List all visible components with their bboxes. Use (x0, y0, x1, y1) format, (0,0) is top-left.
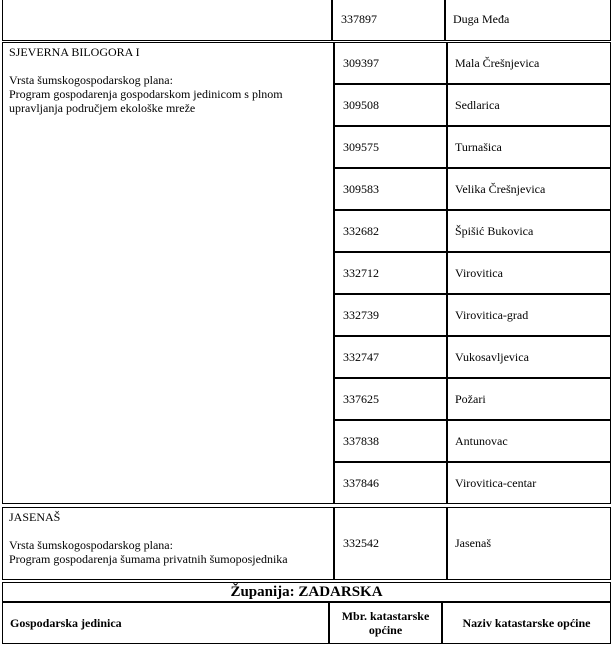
plan-type-label: Vrsta šumskogospodarskog plana: (9, 538, 173, 552)
cadastral-name: Duga Međa (445, 0, 611, 41)
table-block-jasenas (2, 507, 611, 580)
cadastral-number: 309397 (334, 42, 447, 84)
plan-type-value: Program gospodarenja gospodarskom jedinicom s plnom upravljanja područjem ekološke mreže (9, 87, 283, 115)
plan-type-value: Program gospodarenja šumama privatnih šumoposjednika (9, 552, 288, 566)
cadastral-name: Mala Črešnjevica (447, 42, 611, 84)
table-block-top (2, 0, 611, 41)
cadastral-number: 337838 (334, 420, 447, 462)
table-row (2, 42, 611, 84)
cadastral-number: 332542 (334, 507, 447, 580)
cadastral-name: Vukosavljevica (447, 336, 611, 378)
county-header-table (2, 582, 611, 644)
table-row (2, 0, 611, 41)
cadastral-name: Antunovac (447, 420, 611, 462)
cadastral-number: 337625 (334, 378, 447, 420)
unit-cell (2, 42, 334, 504)
column-header-row (2, 602, 611, 644)
cadastral-number: 309583 (334, 168, 447, 210)
cadastral-number: 337897 (332, 0, 445, 41)
cadastral-number: 337846 (334, 462, 447, 504)
unit-name: SJEVERNA BILOGORA I (9, 45, 140, 59)
column-header-unit: Gospodarska jedinica (2, 602, 329, 644)
column-header-number: Mbr. katastarske općine (329, 602, 442, 644)
empty-unit-cell (2, 0, 332, 41)
cadastral-number: 332747 (334, 336, 447, 378)
cadastral-name: Sedlarica (447, 84, 611, 126)
cadastral-name: Virovitica-centar (447, 462, 611, 504)
cadastral-number: 332739 (334, 294, 447, 336)
unit-cell (2, 507, 334, 580)
cadastral-number: 332682 (334, 210, 447, 252)
cadastral-name: Velika Črešnjevica (447, 168, 611, 210)
cadastral-name: Jasenaš (447, 507, 611, 580)
unit-name: JASENAŠ (9, 510, 61, 524)
table-row (2, 507, 611, 580)
cadastral-number: 309508 (334, 84, 447, 126)
county-title-row (2, 582, 611, 602)
cadastral-name: Virovitica (447, 252, 611, 294)
cadastral-name: Virovitica-grad (447, 294, 611, 336)
cadastral-name: Turnašica (447, 126, 611, 168)
county-title: Županija: ZADARSKA (2, 582, 611, 602)
table-block-sjeverna-bilogora (2, 42, 611, 504)
cadastral-name: Požari (447, 378, 611, 420)
cadastral-name: Špišić Bukovica (447, 210, 611, 252)
cadastral-number: 309575 (334, 126, 447, 168)
column-header-place: Naziv katastarske općine (442, 602, 611, 644)
plan-type-label: Vrsta šumskogospodarskog plana: (9, 73, 173, 87)
cadastral-number: 332712 (334, 252, 447, 294)
